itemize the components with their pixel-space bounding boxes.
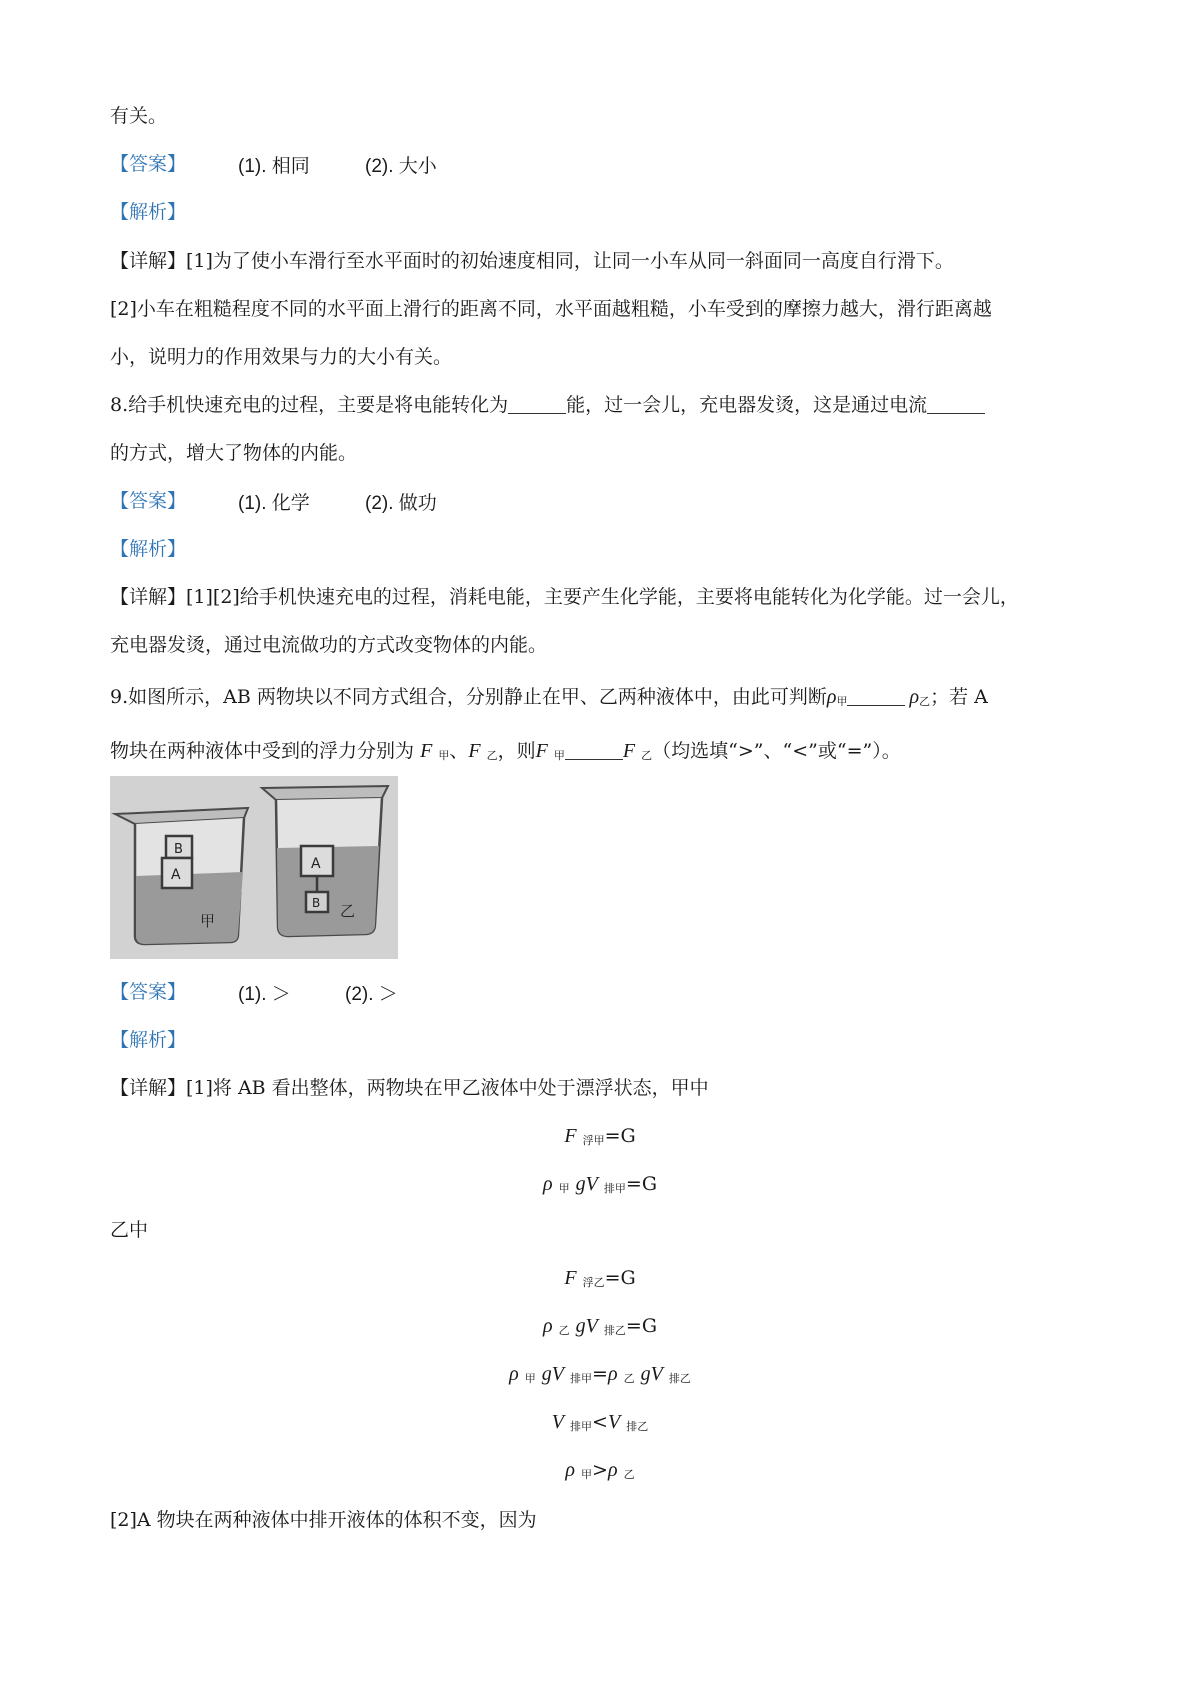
equation: F 浮甲=G bbox=[564, 1125, 636, 1147]
equation: ρ 乙 gV 排乙=G bbox=[542, 1315, 658, 1337]
q9-text: ，则 bbox=[497, 740, 536, 762]
answer-tag: 【答案】 bbox=[110, 981, 187, 1003]
rho-symbol: ρ bbox=[909, 686, 920, 708]
rho-symbol: ρ bbox=[826, 686, 837, 708]
q9-text: 9.如图所示，AB 两物块以不同方式组合，分别静止在甲、乙两种液体中，由此可判断 bbox=[110, 686, 827, 708]
answer-tag: 【答案】 bbox=[110, 490, 187, 512]
q9-text: （均选填“>”、“<”或“=”）。 bbox=[652, 740, 901, 762]
text-line: 【详解】[1]为了使小车滑行至水平面时的初始速度相同，让同一小车从同一斜面同一高度自行滑下。 bbox=[110, 250, 954, 272]
q9-text: 物块在两种液体中受到的浮力分别为 bbox=[110, 740, 415, 762]
answer-item: (1). ＞ bbox=[238, 984, 291, 1005]
label-a: A bbox=[171, 867, 181, 883]
force-symbol: F bbox=[468, 740, 481, 762]
text-line: 【详解】[1]将 AB 看出整体，两物块在甲乙液体中处于漂浮状态，甲中 bbox=[110, 1077, 709, 1099]
label-a: A bbox=[311, 856, 321, 872]
text-line: 小，说明力的作用效果与力的大小有关。 bbox=[110, 346, 453, 368]
label-b: B bbox=[174, 842, 183, 857]
subscript: 乙 bbox=[486, 749, 498, 762]
answer-item: (2). ＞ bbox=[345, 984, 398, 1005]
answer-item: (1). 化学 bbox=[238, 493, 310, 514]
text-line: [2]小车在粗糙程度不同的水平面上滑行的距离不同，水平面越粗糙，小车受到的摩擦力越大，滑行距离越 bbox=[110, 298, 992, 320]
text-line: 的方式，增大了物体的内能。 bbox=[110, 442, 358, 464]
text-line: [2]A 物块在两种液体中排开液体的体积不变，因为 bbox=[110, 1509, 537, 1531]
subscript: 乙 bbox=[919, 695, 931, 708]
label-jia: 甲 bbox=[200, 912, 216, 930]
text-line: 充电器发烫，通过电流做功的方式改变物体的内能。 bbox=[110, 634, 548, 656]
answer-item: (2). 大小 bbox=[365, 156, 437, 177]
equation: V 排甲<V 排乙 bbox=[551, 1411, 649, 1433]
answer-tag: 【答案】 bbox=[110, 153, 187, 175]
analysis-tag: 【解析】 bbox=[110, 538, 187, 560]
equation: ρ 甲>ρ 乙 bbox=[565, 1459, 635, 1481]
question-9-line1 bbox=[110, 684, 988, 715]
equation: F 浮乙=G bbox=[564, 1267, 636, 1289]
question-8-line1 bbox=[110, 392, 985, 418]
fill-blank bbox=[565, 739, 623, 760]
text-line: 乙中 bbox=[110, 1219, 149, 1241]
label-b: B bbox=[312, 896, 321, 910]
label-yi: 乙 bbox=[340, 902, 356, 920]
text-line: 有关。 bbox=[110, 105, 168, 127]
equation: ρ 甲 gV 排甲=G bbox=[542, 1173, 658, 1195]
answer-item: (2). 做功 bbox=[365, 493, 437, 514]
fill-blank bbox=[927, 393, 985, 414]
analysis-tag: 【解析】 bbox=[110, 1029, 187, 1051]
beakers-figure bbox=[110, 776, 398, 959]
q8-text: 8.给手机快速充电的过程，主要是将电能转化为 bbox=[110, 394, 509, 416]
q9-text: ；若 A bbox=[930, 686, 988, 708]
subscript: 乙 bbox=[641, 749, 653, 762]
subscript: 甲 bbox=[438, 749, 450, 762]
answer-item: (1). 相同 bbox=[238, 156, 310, 177]
subscript: 甲 bbox=[836, 695, 848, 708]
subscript: 甲 bbox=[553, 749, 565, 762]
q9-text: 、 bbox=[449, 740, 469, 762]
beaker-yi bbox=[262, 786, 388, 936]
fill-blank bbox=[847, 685, 905, 706]
force-symbol: F bbox=[420, 740, 433, 762]
q8-text: 能，过一会儿，充电器发烫，这是通过电流 bbox=[566, 394, 928, 416]
force-symbol: F bbox=[535, 740, 548, 762]
text-line: 【详解】[1][2]给手机快速充电的过程，消耗电能，主要产生化学能，主要将电能转化为化学能。过一会儿， bbox=[110, 586, 1019, 608]
fill-blank bbox=[508, 393, 566, 414]
analysis-tag: 【解析】 bbox=[110, 201, 187, 223]
force-symbol: F bbox=[622, 740, 636, 762]
beaker-jia bbox=[115, 808, 248, 944]
equation: ρ 甲 gV 排甲=ρ 乙 gV 排乙 bbox=[509, 1363, 691, 1385]
question-9-line2 bbox=[110, 738, 901, 769]
